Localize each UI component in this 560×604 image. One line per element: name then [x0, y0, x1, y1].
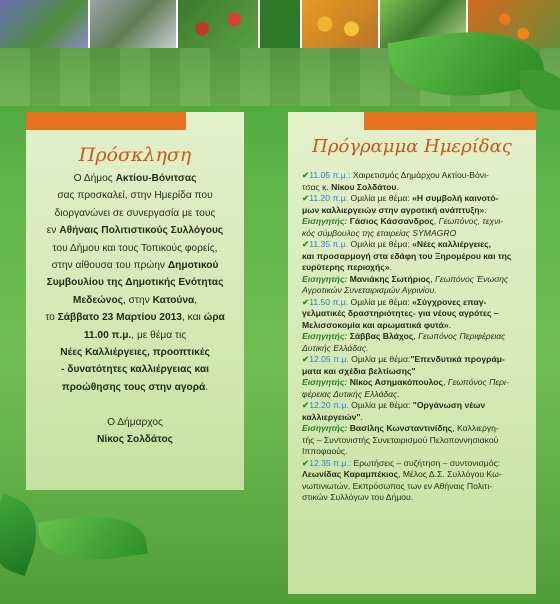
invitation-line [26, 187, 244, 204]
bold-segment: Σάββας Βλάχος [349, 331, 414, 341]
text-segment: . [205, 381, 209, 393]
bold-segment: Λεωνίδας Καραμπέκιος [302, 469, 399, 479]
text-segment: , [194, 294, 198, 306]
italic-segment: φέρειας Δυτικής Ελλάδας. [302, 388, 400, 399]
text-segment: . [448, 319, 452, 330]
text-segment: Ο Δήμαρχος [107, 416, 163, 428]
program-line [302, 481, 532, 493]
program-line [302, 492, 532, 504]
bold-segment: "Επενδυτικά προγράμ- [410, 354, 505, 364]
check-icon: ✔ [302, 170, 310, 180]
text-segment: διοργανώνει σε συνεργασία με τους [54, 207, 216, 219]
program-line [302, 170, 532, 182]
speaker-label: Εισηγητής: [302, 216, 348, 226]
speaker-label: Εισηγητής: [302, 423, 348, 433]
bold-segment: γελματικές δραστηριότητες- για νέους αγρότες – [302, 308, 499, 318]
program-line [302, 205, 532, 217]
bold-segment: Μανιάκης Σωτήριος [349, 273, 431, 284]
invitation-line [26, 361, 244, 378]
text-segment: , με θέμα τις [131, 329, 187, 341]
bold-segment: και προσαρμογή στα εδάφη του Ξηρομέρου και της [302, 250, 512, 261]
bold-segment: Συμβουλίου της Δημοτικής Ενότητας [46, 277, 224, 289]
italic-segment: Αγροτικών Συνεταιρισμών Αγρινίου. [302, 285, 437, 295]
italic-segment: Γεωπόνος, τεχνι- [438, 216, 504, 226]
text-segment: Ομιλία με θέμα: [348, 400, 413, 410]
bold-segment: "Οργάνωση νέων [412, 400, 486, 410]
invitation-line [26, 344, 244, 361]
bold-segment: Σάββατο 23 Μαρτίου 2013 [57, 312, 182, 324]
bold-segment: Δημοτικού [167, 260, 219, 272]
program-line [302, 458, 532, 470]
green-block [260, 0, 302, 48]
text-segment: Ομιλία με θέμα: [348, 354, 411, 364]
text-segment: . [484, 204, 487, 215]
bold-segment: Νίκος Ασημακόπουλος [349, 377, 443, 387]
check-icon: ✔ [302, 296, 310, 307]
text-segment: , Καλλιεργη- [452, 423, 499, 433]
program-line [302, 446, 532, 458]
program-line [302, 262, 532, 274]
check-icon: ✔ [302, 457, 310, 468]
time-label: 11.20 π.μ. [309, 193, 349, 203]
program-line [302, 239, 532, 251]
text-segment: Ιπποφαούς. [302, 446, 348, 456]
program-line [302, 251, 532, 263]
text-segment: Ομιλία με θέμα: [348, 239, 413, 249]
text-segment: Ερωτήσεις – συζήτηση – συντονισμός: [351, 457, 501, 468]
invitation-line [26, 309, 244, 326]
invitation-line [26, 414, 244, 431]
italic-segment: κός σύμβουλος της εταιρείας SYMAGRO [302, 227, 457, 238]
text-segment: του Δήμου και τους Τοπικούς φορείς, [52, 242, 218, 254]
invitation-line [26, 274, 244, 291]
bold-segment: καλλιεργειών" [302, 411, 361, 422]
bold-segment: Μεδεώνος [72, 294, 123, 306]
text-segment: στικών Συλλόγων του Δήμου. [302, 492, 414, 502]
invitation-line [26, 205, 244, 222]
invitation-line [26, 379, 244, 396]
program-line [302, 297, 532, 309]
program-tab [364, 112, 536, 130]
program-line [302, 377, 532, 389]
text-segment: στην αίθουσα του πρώην [51, 260, 168, 272]
program-line [302, 412, 532, 424]
speaker-label: Εισηγητής: [302, 273, 348, 284]
invitation-title: Πρόσκληση [78, 144, 192, 166]
program-line [302, 285, 532, 297]
text-segment: , [442, 377, 448, 387]
bold-segment: Βασίλης Κωνσταντινίδης [349, 423, 453, 433]
invitation-body [26, 170, 244, 449]
speaker-label: Εισηγητής: [302, 331, 348, 341]
program-line [302, 423, 532, 435]
program-line [302, 308, 532, 320]
program-line [302, 320, 532, 332]
bold-segment: ματα και σχέδια βελτίωσης" [302, 365, 416, 376]
italic-segment: Γεωπόνος Περιφέρειας [418, 331, 506, 341]
invitation-line [26, 170, 244, 187]
program-line [302, 469, 532, 481]
program-line [302, 193, 532, 205]
text-segment: . [389, 262, 392, 272]
bold-segment: ώρα [203, 312, 225, 324]
lavender-photo [0, 0, 90, 48]
text-segment: Χαιρετισμός Δημάρχου Ακτίου-Βόνι- [350, 170, 489, 180]
program-panel [288, 112, 536, 594]
invitation-line [26, 396, 244, 413]
italic-segment: Δυτικής Ελλάδας. [302, 342, 369, 353]
program-line [302, 182, 532, 194]
text-segment: σας προσκαλεί, στην Ημερίδα που [57, 190, 213, 202]
bold-segment: ευρύτερης περιοχής» [302, 262, 390, 272]
bold-segment: Νίκος Σολδάτος [97, 434, 173, 446]
leaf-bottom-mid [37, 508, 147, 568]
program-line [302, 366, 532, 378]
text-segment: . [360, 411, 363, 422]
bold-segment: Κατούνα [152, 294, 195, 306]
bold-segment: Νίκου Σολδάτου [331, 181, 397, 192]
herb-photo [90, 0, 178, 48]
time-label: 12.05 π.μ. [309, 354, 349, 364]
check-icon: ✔ [302, 354, 310, 364]
invitation-line [26, 327, 244, 344]
bold-segment: «Νέες καλλιέργειες, [412, 239, 492, 249]
text-segment: . [396, 181, 399, 192]
check-icon: ✔ [302, 239, 310, 249]
italic-segment: Γεωπόνος Ένωσης [434, 273, 509, 284]
check-icon: ✔ [302, 400, 310, 410]
program-line [302, 274, 532, 286]
time-label: 11.50 π.μ. [309, 296, 349, 307]
program-line [302, 228, 532, 240]
bold-segment: Νέες Καλλιέργειες, προοπτικές [60, 347, 210, 359]
invitation-line [26, 257, 244, 274]
invitation-line [26, 240, 244, 257]
program-line [302, 216, 532, 228]
speaker-label: Εισηγητής: [302, 377, 348, 387]
program-line [302, 435, 532, 447]
text-segment: , [433, 216, 439, 226]
text-segment: Ομιλία με θέμα: [348, 296, 413, 307]
text-segment: , και [181, 312, 204, 324]
bold-segment: - δυνατότητες καλλιέργειας και [61, 364, 209, 376]
program-body [302, 170, 532, 504]
text-segment: , στην [122, 294, 153, 306]
text-segment: Ομιλία με θέμα: [348, 193, 413, 203]
text-segment: τής – Συντονιστής Συνεταιρισμού Πελοποννησιακού [302, 434, 499, 445]
text-segment: τσας κ. [302, 181, 332, 192]
bold-segment: Ακτίου-Βόνιτσας [115, 173, 197, 184]
check-icon: ✔ [302, 193, 310, 203]
program-line [302, 354, 532, 366]
program-title: Πρόγραμμα Ημερίδας [312, 136, 512, 157]
text-segment: Ο Δήμος [73, 173, 116, 184]
bold-segment: 11.00 π.μ. [83, 329, 132, 341]
program-line [302, 343, 532, 355]
bold-segment: Μελισσοκομία και αρωματικά φυτά» [302, 319, 449, 330]
text-segment: το [45, 312, 58, 324]
invitation-line [26, 431, 244, 448]
program-line [302, 331, 532, 343]
time-label: 12.20 π.μ. [309, 400, 349, 410]
invitation-line [26, 222, 244, 239]
italic-segment: Γεωπόνος Περι- [447, 377, 509, 387]
text-segment: , [430, 273, 435, 284]
bold-segment: Γάσιος Κάσσανδρος [349, 216, 434, 226]
bold-segment: «Σύγχρονες επαγ- [412, 296, 487, 307]
text-segment: , [413, 331, 419, 341]
pomegranate-photo [178, 0, 260, 48]
bold-segment: «Η συμβολή καινοτό- [412, 193, 499, 203]
time-label: 11.35 π.μ. [309, 239, 349, 249]
invitation-tab [26, 112, 186, 130]
citrus-photo [302, 0, 380, 48]
invitation-line [26, 292, 244, 309]
invitation-panel [26, 112, 244, 490]
bold-segment: μων καλλιεργειών στην αγροτική ανάπτυξη» [302, 204, 485, 215]
time-label: 12.35 π.μ.: [309, 457, 352, 468]
program-line [302, 389, 532, 401]
text-segment: νωπινιωτών, Εκπρόσωπος των εν Αθήναις Πολιτι- [302, 480, 493, 491]
text-segment: εν [46, 225, 60, 237]
text-segment: , Μέλος Δ.Σ. Συλλόγου Κω- [398, 469, 502, 479]
time-label: 11.05 π.μ.: [309, 170, 351, 180]
bold-segment: Αθήναις Πολιτιστικούς Συλλόγους [59, 225, 224, 237]
bold-segment: προώθησης τους στην αγορά [61, 381, 206, 393]
program-line [302, 400, 532, 412]
